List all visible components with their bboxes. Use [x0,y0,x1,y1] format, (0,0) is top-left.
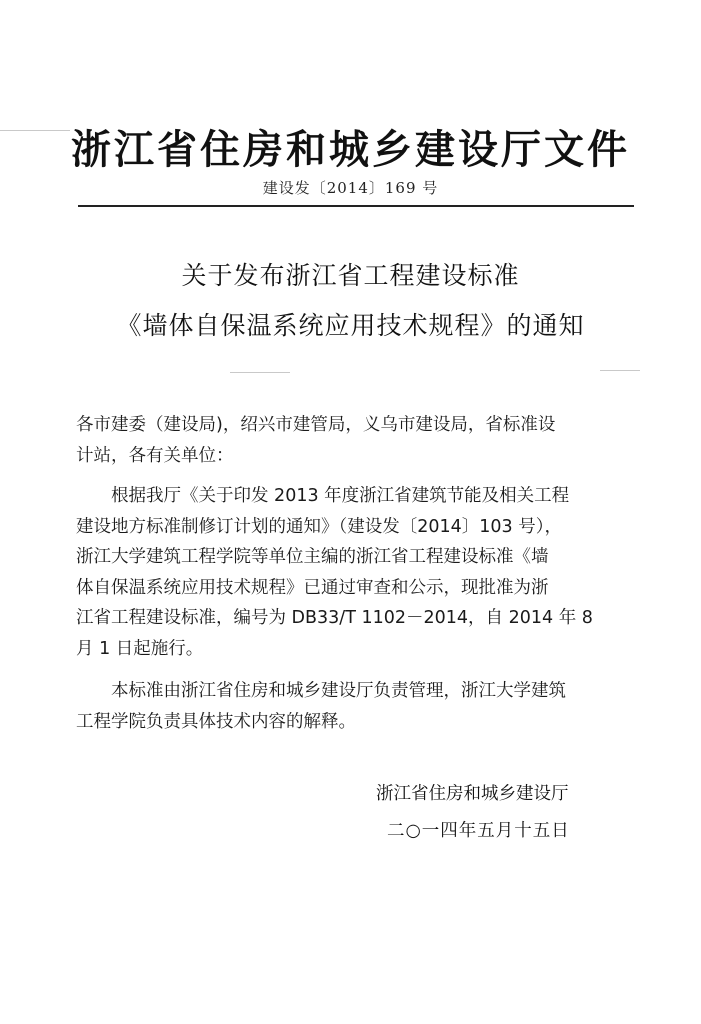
scan-artifact [230,372,290,373]
signature-organization: 浙江省住房和城乡建设厅 [376,784,569,804]
document-number: 建设发〔2014〕169 号 [262,179,439,197]
text-line: 建设地方标准制修订计划的通知》（建设发〔2014〕103 号）， [76,516,562,537]
text-line: 计站，各有关单位： [76,445,234,466]
text-line: 本标准由浙江省住房和城乡建设厅负责管理，浙江大学建筑 [111,681,566,701]
notice-title-line-2: 《墙体自保温系统应用技术规程》的通知 [116,311,585,340]
text-line: 工程学院负责具体技术内容的解释。 [76,711,356,732]
notice-title-line-1: 关于发布浙江省工程建设标准 [181,261,520,290]
text-line: 月 1 日起施行。 [76,638,204,659]
text-line: 体自保温系统应用技术规程》已通过审查和公示，现批准为浙 [76,577,549,598]
addressee-paragraph [76,410,636,471]
text-line: 根据我厅《关于印发 2013 年度浙江省建筑节能及相关工程 [111,486,570,506]
text-line: 各市建委（建设局)，绍兴市建管局，义乌市建设局，省标准设 [76,415,556,435]
body-paragraph-1 [76,481,636,665]
header-divider [78,205,634,207]
body-paragraph-2 [76,676,636,737]
text-line: 浙江大学建筑工程学院等单位主编的浙江省工程建设标准《墙 [76,547,549,568]
scan-artifact [600,370,640,371]
document-header-title: 浙江省住房和城乡建设厅文件 [71,126,630,173]
signature-date: 二○一四年五月十五日 [387,821,570,841]
text-line: 江省工程建设标准，编号为 DB33/T 1102－2014，自 2014 年 8 [76,608,593,629]
scan-artifact [0,130,70,131]
